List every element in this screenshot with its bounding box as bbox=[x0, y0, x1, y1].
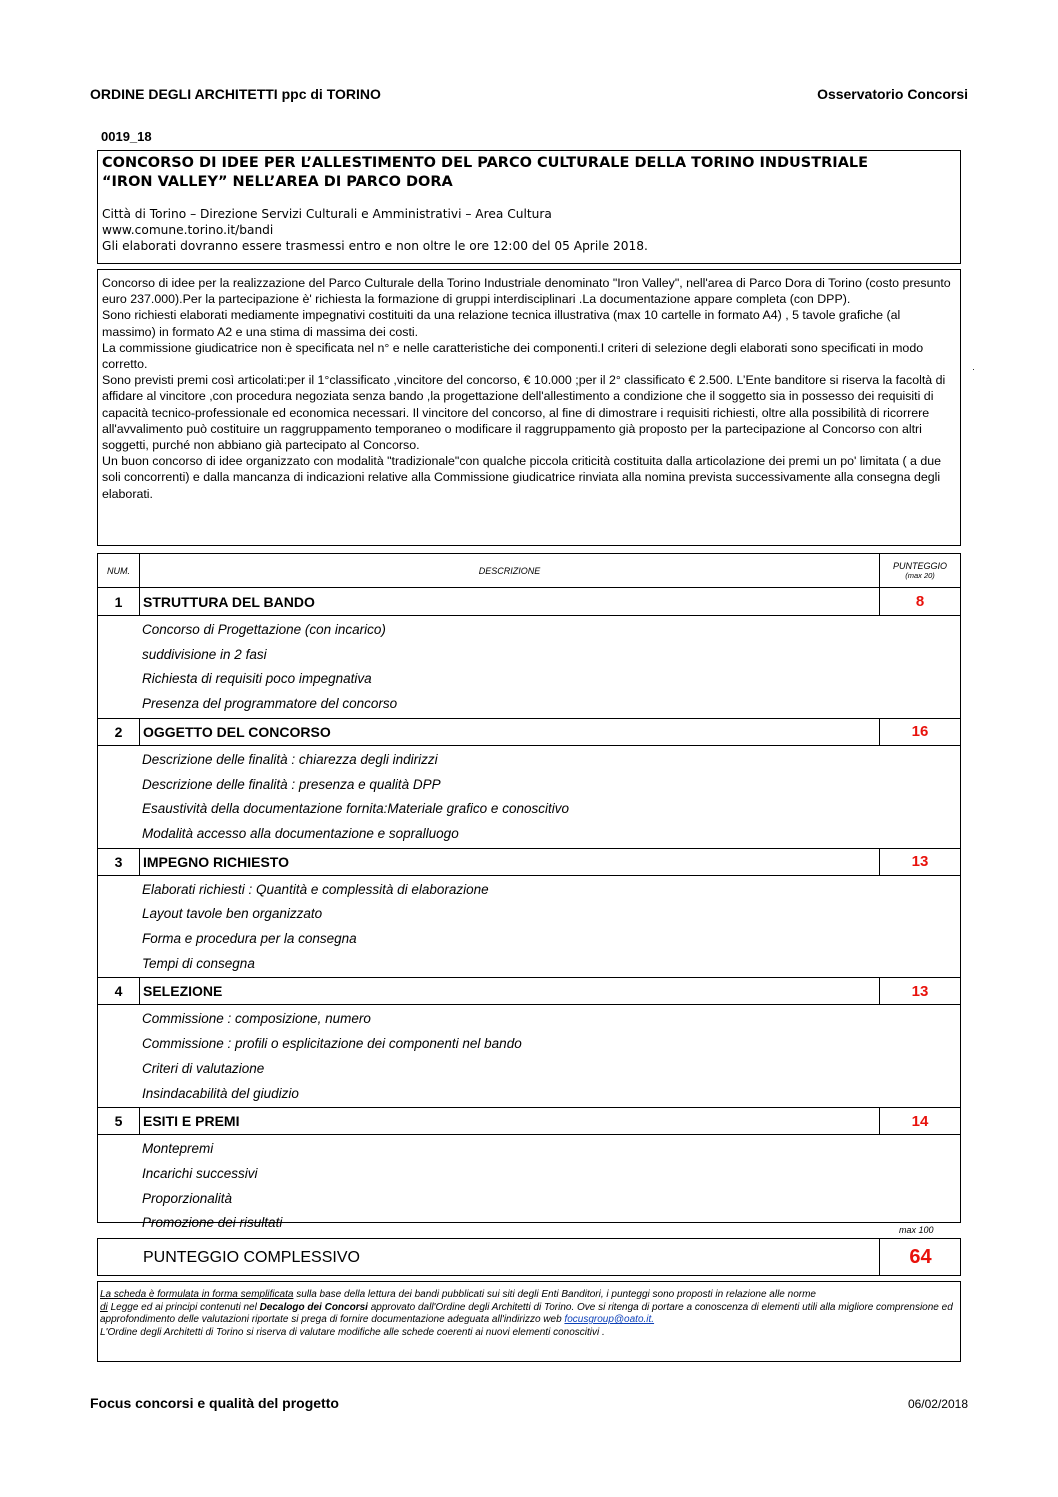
criterion-item: Concorso di Progettazione (con incarico) bbox=[142, 622, 386, 637]
criterion-item: suddivisione in 2 fasi bbox=[142, 646, 267, 662]
criterion-item: Descrizione delle finalità : chiarezza degli indirizzi bbox=[142, 751, 438, 767]
promoter-info: Città di Torino – Direzione Servizi Culturali e Amministrativi – Area Cultura bbox=[102, 207, 552, 221]
deadline-info: Gli elaborati dovranno essere trasmessi entro e non oltre le ore 12:00 del 05 Aprile 2018. bbox=[102, 239, 648, 253]
header-score bbox=[879, 554, 960, 587]
footer-title: Focus concorsi e qualità del progetto bbox=[90, 1395, 339, 1411]
header-score-label: PUNTEGGIO bbox=[892, 560, 947, 571]
criterion-item: Forma e procedura per la consegna bbox=[142, 931, 357, 946]
section-row bbox=[98, 848, 960, 876]
section-number: 5 bbox=[98, 1108, 140, 1134]
criterion-item: Promozione dei risultati bbox=[142, 1215, 283, 1231]
focusgroup-email-link[interactable]: focusgroup@oato.it. bbox=[564, 1314, 655, 1326]
note-text: sulla base della lettura dei bandi pubblicati sui siti degli Enti Banditori, i punteggi sono proposti in relazione alle norme bbox=[293, 1289, 816, 1300]
criterion-item: Layout tavole ben organizzato bbox=[142, 906, 323, 922]
criterion-item: Proporzionalità bbox=[142, 1190, 233, 1206]
table-header-row bbox=[98, 554, 960, 588]
criterion-item: Criteri di valutazione bbox=[142, 1060, 265, 1076]
disclaimer-note bbox=[97, 1281, 961, 1362]
criterion-item: Presenza del programmatore del concorso bbox=[142, 696, 398, 712]
criterion-item: Commissione : profili o esplicitazione dei componenti nel bando bbox=[142, 1036, 522, 1052]
section-title: OGGETTO DEL CONCORSO bbox=[143, 723, 331, 740]
promoter-website: www.comune.torino.it/bandi bbox=[102, 223, 274, 237]
description-paragraph: Sono previsti premi così articolati:per il 1°classificato ,vincitore del concorso, € 10.000 ;per il 2° classificato € 2.500. L’Ente banditore si riserva la facoltà di affidare al vincitore ,con procedura negoziata senza bando ,la progettazione dell'allestimento a condizione che il soggetto sia in possesso dei requisiti di capacità tecnico-professionale ed economica necessari. Il vincitore del concorso, al fine di dimostrare i requisiti richiesti, oltre alla possibilità di ricorrere all'avvalimento può costituire un raggruppamento temporaneo o modificare il raggruppamento già proposto per la partecipazione al Concorso con altri soggetti, purché non abbiano già partecipato al Concorso. bbox=[102, 373, 946, 453]
competition-title-line1: CONCORSO DI IDEE PER L’ALLESTIMENTO DEL PARCO CULTURALE DELLA TORINO INDUSTRIALE bbox=[102, 155, 869, 171]
criterion-item: Elaborati richiesti : Quantità e complessità di elaborazione bbox=[142, 881, 489, 897]
section-row bbox=[98, 718, 960, 746]
header-num: NUM. bbox=[98, 554, 140, 587]
criterion-item: Montepremi bbox=[142, 1141, 214, 1157]
description-box bbox=[97, 269, 961, 546]
description-paragraph: Sono richiesti elaborati mediamente impegnativi costituiti da una relazione tecnica illustrativa (max 10 cartelle in formato A4) , 5 tavole grafiche (al massimo) in formato A2 e una stima di massima dei costi. bbox=[102, 308, 901, 339]
note-text: approvato dall'Ordine degli Architetti di Torino. Ove si ritenga di portare a conoscenza di elementi utili alla migliore comprensione ed approfondimento delle valutazioni riportate si prega di fornire documentazione adeguata all'indirizzo web bbox=[100, 1301, 953, 1326]
section-number: 4 bbox=[98, 978, 140, 1004]
section-score: 13 bbox=[879, 978, 960, 1004]
organization-header: ORDINE DEGLI ARCHITETTI ppc di TORINO bbox=[90, 86, 381, 102]
note-text: L'Ordine degli Architetti di Torino si riserva di valutare modifiche alle schede coerenti ai nuovi elementi conoscitivi . bbox=[100, 1326, 605, 1338]
title-box bbox=[97, 150, 961, 264]
description-paragraph: Concorso di idee per la realizzazione del Parco Culturale della Torino Industriale denominato "Iron Valley", nell'area di Parco Dora di Torino (costo presunto euro 237.000).Per la partecipazione è' richiesta la formazione di gruppi interdisciplinari .La documentazione appare completa (con DPP). bbox=[102, 276, 951, 307]
section-title: ESITI E PREMI bbox=[143, 1113, 240, 1130]
note-underlined-intro: La scheda è formulata in forma semplificata bbox=[100, 1289, 294, 1300]
criterion-item: Commissione : composizione, numero bbox=[142, 1011, 371, 1027]
section-score: 8 bbox=[879, 588, 960, 615]
criterion-item: Insindacabilità del giudizio bbox=[142, 1085, 299, 1101]
total-score: 64 bbox=[879, 1239, 961, 1275]
competition-title-line2: “IRON VALLEY” NELL’AREA DI PARCO DORA bbox=[102, 174, 453, 190]
section-title: STRUTTURA DEL BANDO bbox=[143, 593, 315, 610]
margin-mark: · bbox=[972, 364, 975, 374]
criterion-item: Tempi di consegna bbox=[142, 955, 255, 971]
section-title: SELEZIONE bbox=[143, 983, 223, 1000]
criterion-item: Incarichi successivi bbox=[142, 1165, 258, 1181]
section-score: 14 bbox=[879, 1108, 960, 1134]
footer-date: 06/02/2018 bbox=[907, 1397, 968, 1411]
header-description: DESCRIZIONE bbox=[478, 565, 541, 576]
section-number: 3 bbox=[98, 849, 140, 875]
header-score-max: (max 20) bbox=[905, 570, 935, 580]
criterion-item: Richiesta di requisiti poco impegnativa bbox=[142, 671, 372, 687]
total-label: PUNTEGGIO COMPLESSIVO bbox=[143, 1249, 360, 1266]
note-underlined-word: di bbox=[100, 1301, 108, 1313]
criterion-item: Modalità accesso alla documentazione e sopralluogo bbox=[142, 825, 459, 841]
note-decalogue: Decalogo dei Concorsi bbox=[259, 1301, 368, 1313]
document-code: 0019_18 bbox=[101, 129, 152, 144]
section-row bbox=[98, 588, 960, 616]
observatory-header: Osservatorio Concorsi bbox=[817, 86, 968, 102]
description-paragraph: Un buon concorso di idee organizzato con modalità "tradizionale"con qualche piccola criticità costituita dalla articolazione dei premi un po' limitata ( a due soli concorrenti) e dalla mancanza di indicazioni relative alla Commissione giudicatrice rinviata alla nomina prevista successivamente alla consegna degli elaborati. bbox=[102, 454, 942, 501]
criterion-item: Descrizione delle finalità : presenza e qualità DPP bbox=[142, 776, 441, 792]
section-row bbox=[98, 977, 960, 1005]
max-score-label: max 100 bbox=[899, 1225, 934, 1235]
criterion-item: Esaustività della documentazione fornita:Materiale grafico e conoscitivo bbox=[142, 801, 569, 817]
section-title: IMPEGNO RICHIESTO bbox=[143, 853, 289, 870]
description-paragraph: La commissione giudicatrice non è specificata nel n° e nelle caratteristiche dei componenti.I criteri di selezione degli elaborati sono specificati in modo corretto. bbox=[102, 340, 924, 372]
section-number: 1 bbox=[98, 588, 140, 615]
section-row bbox=[98, 1107, 960, 1135]
section-score: 16 bbox=[879, 719, 960, 745]
section-score: 13 bbox=[879, 849, 960, 875]
note-text: Legge ed ai principi contenuti nel bbox=[107, 1301, 260, 1313]
total-box bbox=[97, 1238, 961, 1276]
section-number: 2 bbox=[98, 719, 140, 745]
